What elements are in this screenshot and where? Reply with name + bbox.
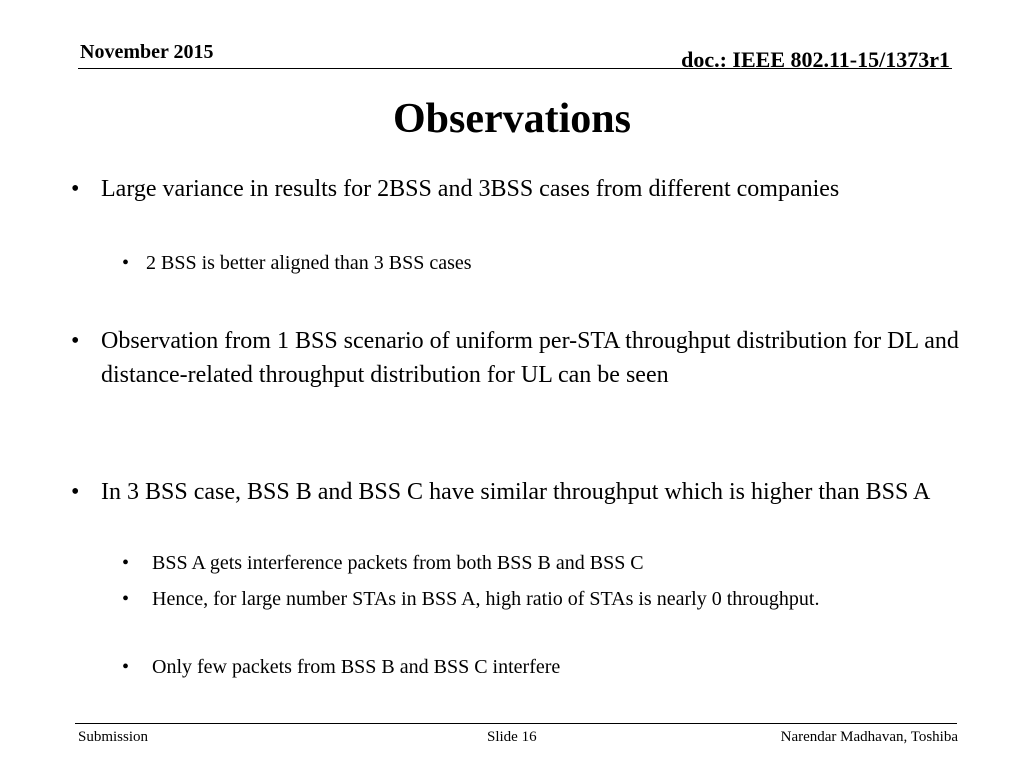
footer-submission: Submission	[78, 729, 149, 745]
sub-bullet-item: • Hence, for large number STAs in BSS A, high ratio of STAs is nearly 0 throughput.	[152, 583, 932, 615]
header-date: November 2015	[80, 41, 214, 63]
sub-bullet-item: • BSS A gets interference packets from both BSS B and BSS C	[152, 547, 932, 579]
sub-bullet-item: • Only few packets from BSS B and BSS C interfere	[152, 651, 932, 683]
bullet-item: • In 3 BSS case, BSS B and BSS C have similar throughput which is higher than BSS A	[101, 475, 961, 509]
header-doc-id: doc.: IEEE 802.11-15/1373r1	[681, 47, 950, 72]
slide-title: Observations	[392, 96, 631, 142]
footer-slide-number: Slide 16	[487, 729, 537, 745]
bullet-item: • Observation from 1 BSS scenario of uniform per-STA throughput distribution for DL and distance-related throughput distribution for UL can be seen	[101, 324, 961, 392]
sub-bullet-item: • 2 BSS is better aligned than 3 BSS cases	[146, 247, 926, 279]
footer-author: Narendar Madhavan, Toshiba	[780, 729, 958, 745]
footer-divider	[75, 723, 957, 724]
bullet-item: • Large variance in results for 2BSS and 3BSS cases from different companies	[101, 172, 961, 206]
